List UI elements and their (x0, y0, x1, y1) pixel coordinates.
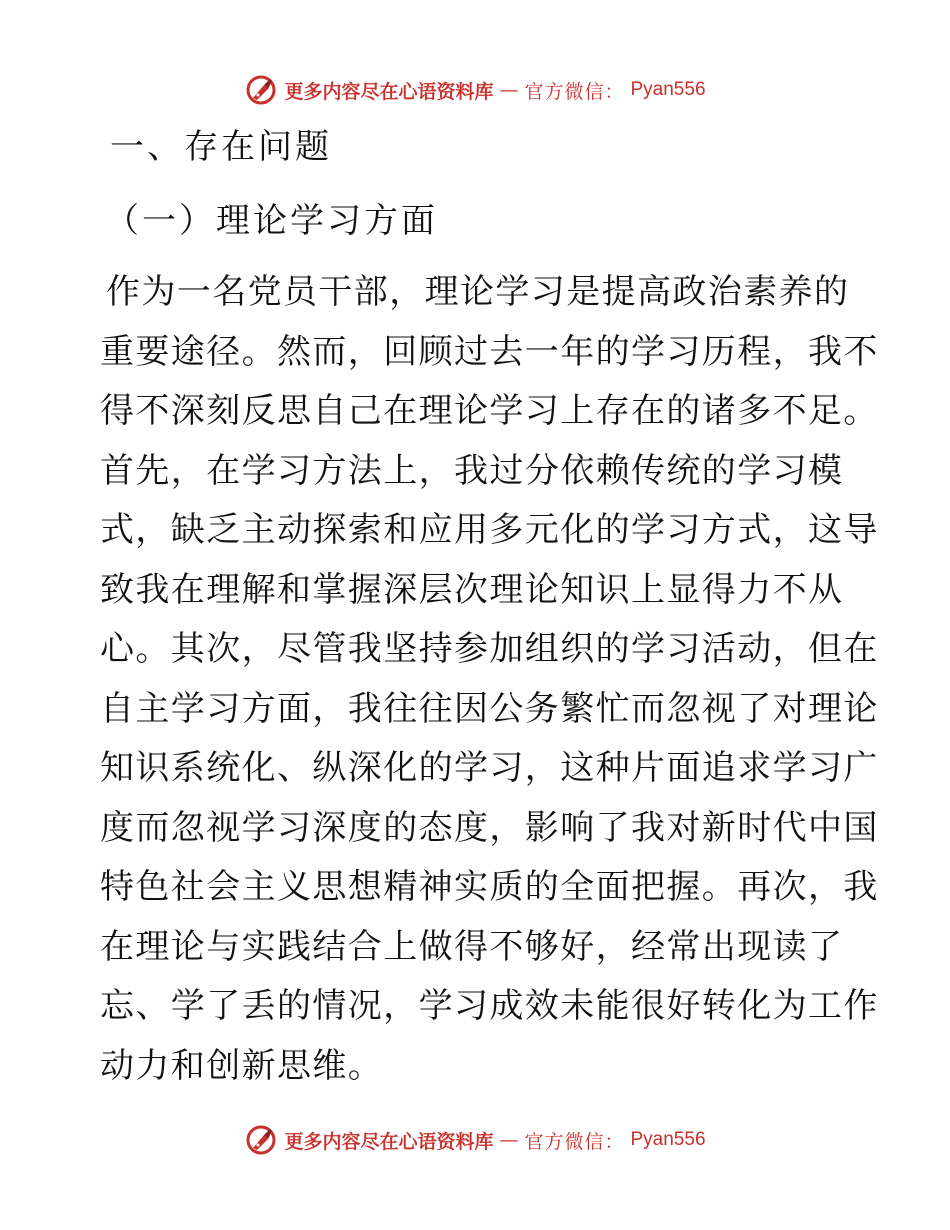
paragraph-line: 在理论与实践结合上做得不够好，经常出现读了 (100, 926, 844, 967)
footer-watermark (0, 1120, 950, 1160)
paragraph-line: 忘、学了丢的情况，学习成效未能很好转化为工作 (100, 986, 879, 1026)
paragraph-line: 度而忽视学习深度的态度，影响了我对新时代中国 (100, 807, 879, 848)
watermark-wechat-id: Pyan556 (630, 79, 706, 100)
watermark-brand-text: 更多内容尽在心语资料库 (284, 1130, 494, 1153)
watermark-separator: — (499, 1129, 519, 1151)
pen-nib-logo-icon (244, 73, 278, 107)
subsection-heading: （一）理论学习方面 (105, 201, 438, 241)
watermark-separator: — (499, 79, 519, 101)
paragraph-line: 特色社会主义思想精神实质的全面把握。再次，我 (100, 867, 879, 907)
paragraph-line: 重要途径。然而，回顾过去一年的学习历程，我不 (100, 331, 879, 372)
paragraph-line: 作为一名党员干部，理论学习是提高政治素养的 (106, 272, 850, 312)
watermark-wechat-id: Pyan556 (630, 1129, 706, 1150)
section-heading: 一、存在问题 (110, 127, 332, 167)
header-watermark (0, 70, 950, 110)
paragraph-line: 心。其次，尽管我坚持参加组织的学习活动，但在 (100, 629, 879, 669)
paragraph-line: 致我在理解和掌握深层次理论知识上显得力不从 (100, 569, 844, 610)
paragraph-line: 式，缺乏主动探索和应用多元化的学习方式，这导 (100, 510, 879, 550)
paragraph-line: 首先，在学习方法上，我过分依赖传统的学习模 (100, 450, 844, 491)
watermark-official-label: 官方微信： (524, 1130, 625, 1153)
paragraph-line: 得不深刻反思自己在理论学习上存在的诸多不足。 (100, 391, 879, 431)
paragraph-line: 知识系统化、纵深化的学习，这种片面追求学习广 (100, 748, 879, 788)
watermark-official-label: 官方微信： (524, 80, 625, 103)
watermark-brand-text: 更多内容尽在心语资料库 (284, 80, 494, 103)
body-paragraph (100, 263, 879, 1096)
paragraph-line: 动力和创新思维。 (100, 1045, 384, 1086)
paragraph-line: 自主学习方面，我往往因公务繁忙而忽视了对理论 (100, 688, 879, 729)
pen-nib-logo-icon (244, 1123, 278, 1157)
